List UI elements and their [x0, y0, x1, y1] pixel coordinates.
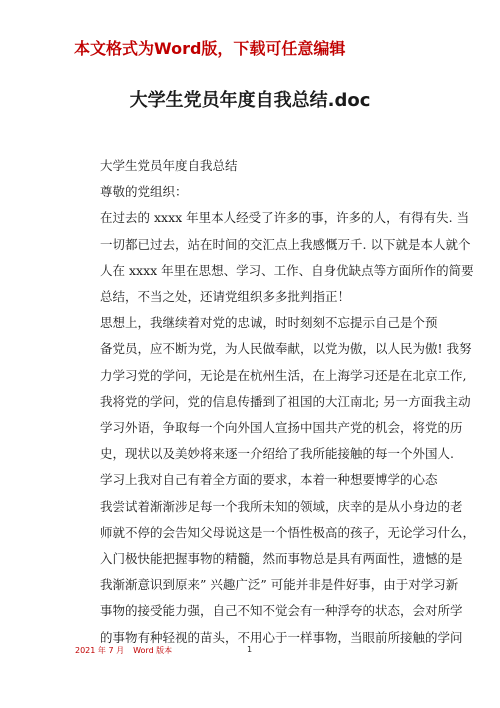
document-body	[75, 153, 476, 651]
page-footer	[75, 645, 375, 656]
text-line: 我尝试着渐渐涉足每一个我所未知的领域，庆幸的是从小身边的老	[100, 498, 463, 514]
paragraph	[75, 205, 474, 310]
paragraph	[75, 179, 445, 205]
text-line: 我将党的学问，党的信息传播到了祖国的大江南北; 另一方面我主动	[100, 393, 471, 409]
text-line: 总结，不当之处，还请党组织多多批判指正！	[100, 289, 351, 305]
text-line: 大学生党员年度自我总结	[100, 158, 238, 173]
text-line: 在过去的 xxxx 年里本人经受了许多的事，许多的人，有得有失. 当	[100, 210, 470, 226]
text-line: 我渐渐意识到原来” 兴趣广泛” 可能并非是件好事，由于对学习新	[100, 577, 459, 593]
text-line: 的事物有种轻视的苗头，不用心于一样事物，当眼前所接触的学问	[100, 629, 463, 645]
text-line: 人在 xxxx 年里在思想、学习、工作、自身优缺点等方面所作的简要	[100, 262, 474, 278]
text-line: 学习上我对自己有着全方面的要求，本着一种想要博学的心态	[100, 472, 438, 488]
paragraph	[75, 467, 476, 650]
document-title: 大学生党员年度自我总结.doc	[129, 90, 371, 111]
text-line: 事物的接受能力强，自己不知不觉会有一种浮夸的状态，会对所学	[100, 603, 463, 619]
text-line: 一切都已过去，站在时间的交汇点上我感慨万千. 以下就是本人就个	[100, 236, 471, 252]
text-line: 入门极快能把握事物的精髓，然而事物总是具有两面性，遗憾的是	[100, 551, 463, 567]
text-line: 思想上，我继续着对党的忠诚，时时刻刻不忘提示自己是个预	[100, 315, 438, 331]
text-line: 力学习党的学问，无论是在杭州生活，在上海学习还是在北京工作,	[100, 367, 467, 383]
text-line: 尊敬的党组织：	[100, 184, 188, 200]
paragraph	[75, 310, 472, 467]
footer-date: 2021 年 7 月	[75, 646, 125, 655]
text-line: 史，现状以及美妙将来逐一介绍给了我所能接触的每一个外国人.	[100, 446, 454, 462]
page-number: 1	[247, 645, 253, 654]
text-line: 师就不停的会告知父母说这是一个悟性极高的孩子，无论学习什么，	[100, 524, 476, 540]
download-format-banner: 本文格式为Word版，下载可任意编辑	[74, 39, 346, 58]
paragraph	[75, 153, 445, 179]
footer-word-label: Word 版本	[133, 646, 173, 655]
text-line: 学习外语，争取每一个向外国人宣扬中国共产党的机会，将党的历	[100, 420, 463, 436]
text-line: 备党员，应不断为党，为人民做奉献，以党为傲，以人民为傲! 我努	[100, 341, 472, 357]
